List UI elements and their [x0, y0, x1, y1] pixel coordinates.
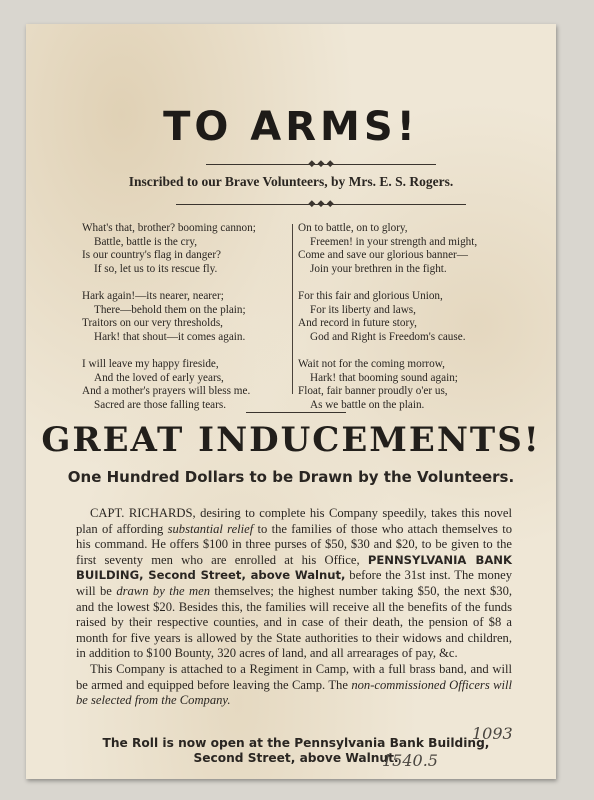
- stanza: [298, 222, 518, 276]
- poem-line: Freemen! in your strength and might,: [310, 235, 478, 248]
- poem-line: For this fair and glorious Union,: [298, 289, 443, 302]
- ornament: ◆ ◆ ◆: [308, 158, 334, 168]
- poem-line: Battle, battle is the cry,: [94, 235, 198, 248]
- poem-line: For its liberty and laws,: [310, 303, 416, 316]
- poem-line: Float, fair banner proudly o'er us,: [298, 385, 448, 398]
- poem-line: Traitors on our very thresholds,: [82, 317, 223, 330]
- poem-line: On to battle, on to glory,: [298, 222, 408, 234]
- poem-line: Hark again!—its nearer, nearer;: [82, 289, 224, 302]
- poem-line: And the loved of early years,: [94, 371, 224, 384]
- text: to the families of those who attach themselves to his command. He offers $100 in three purses of $50, $30 and $20, to be given to the first seventy men who are enrolled at his Office,: [76, 521, 513, 567]
- ornament-2: ◆ ◆ ◆: [308, 198, 334, 208]
- poem-line: Sacred are those falling tears.: [94, 398, 227, 411]
- bold-text: PENNSYLVANIA BANK BUILDING, Second Street, above Walnut,: [76, 552, 512, 583]
- column-divider: [292, 224, 293, 394]
- poem-line: Hark! that booming sound again;: [310, 371, 458, 384]
- headline: GREAT INDUCEMENTS!: [41, 420, 541, 460]
- stanza: [298, 290, 518, 344]
- poem-line: Is our country's flag in danger?: [82, 249, 222, 262]
- section-rule: [246, 412, 346, 413]
- handwritten-number: 1540.5: [382, 751, 438, 770]
- subheadline: One Hundred Dollars to be Drawn by the Volunteers.: [67, 468, 515, 486]
- text: before the 31st inst. The money will be: [76, 568, 512, 598]
- poem-line: Come and save our glorious banner—: [298, 249, 468, 262]
- italic-text: substantial relief: [167, 521, 254, 536]
- roll-notice: The Roll is now open at the Pennsylvania Bank Building, Second Street, above Walnut.: [102, 736, 490, 765]
- poem-line: And a mother's prayers will bless me.: [82, 385, 251, 398]
- italic-text: non-commissioned Officers will be selected from the Company.: [76, 677, 512, 708]
- stanza: [298, 358, 518, 412]
- paragraph: [76, 662, 512, 709]
- text: CAPT. RICHARDS, desiring to complete his Company speedily, takes this novel plan of affording: [76, 506, 512, 536]
- handwritten-number: 1093: [472, 724, 513, 743]
- paragraph: [76, 506, 512, 662]
- poem-line: As we battle on the plain.: [310, 398, 425, 411]
- poem-line: There—behold them on the plain;: [94, 303, 246, 316]
- stanza: [82, 222, 292, 276]
- poem-line: I will leave my happy fireside,: [82, 357, 219, 370]
- stanza: [82, 290, 292, 344]
- poem-left-column: [82, 222, 292, 426]
- poem-line: And record in future story,: [298, 317, 417, 330]
- poem-line: Hark! that shout—it comes again.: [94, 330, 246, 343]
- poem-line: If so, let us to its rescue fly.: [94, 262, 218, 275]
- poem-line: Join your brethren in the fight.: [310, 262, 447, 275]
- body-text: [76, 506, 512, 709]
- poem-right-column: [298, 222, 518, 426]
- text: themselves; the highest number taking $50, the next $30, and the lowest $20. Besides this, the families will receive all the benefits of the funds raised by their respective counties, and in case of their death, the pension of $8 a month for five years is allowed by the State authorities to their widows and children, in addition to $100 Bounty, 320 acres of land, and all arrearages of pay, &c.: [76, 583, 513, 661]
- title: TO ARMS!: [163, 104, 419, 150]
- text: This Company is attached to a Regiment in Camp, with a full brass band, and will be armed and equipped before leaving the Camp. The: [76, 661, 512, 692]
- poem-line: God and Right is Freedom's cause.: [310, 330, 466, 343]
- broadside-sheet: [26, 24, 556, 779]
- poem-line: Wait not for the coming morrow,: [298, 357, 445, 370]
- poem-line: What's that, brother? booming cannon;: [82, 222, 256, 234]
- inscription: Inscribed to our Brave Volunteers, by Mrs. E. S. Rogers.: [128, 174, 454, 189]
- italic-text: drawn by the men: [116, 583, 210, 598]
- stanza: [82, 358, 292, 412]
